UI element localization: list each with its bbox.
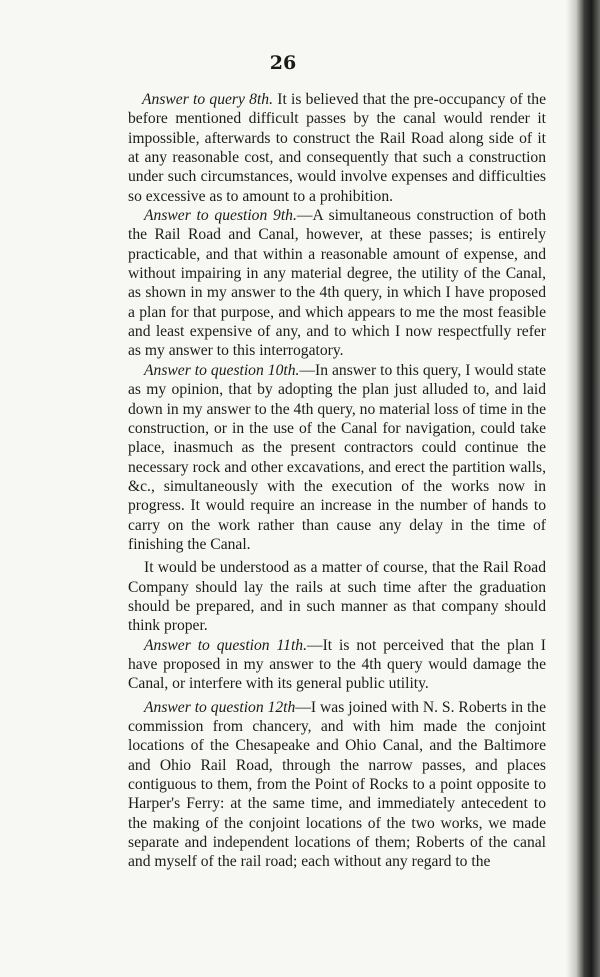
- paragraph-body: It would be understood as a matter of course, that the Rail Road Company should lay the rails at such time after the graduation should be prepared, and in such manner as that company should think proper.: [128, 559, 546, 635]
- paragraph-body: —A simultaneous construction of both the Rail Road and Canal, however, at these passes; is entirely practicable, and that within a reasonable amount of expense, and without impairing in any material degree, the utility of the Canal, as shown in my answer to the 4th query, in which I have proposed a plan for that purpose, and which appears to me the most feasible and least expensive of any, and to which I now respectfully refer as my answer to this interrogatory.: [128, 207, 546, 360]
- paragraph-body: It is believed that the pre-occupancy of the before mentioned difficult passes by the canal would render it impossible, afterwards to construct the Rail Road along side of it at any reasonable cost, and consequently that such a construction under such circumstances, would involve expenses and difficulties so excessive as to amount to a prohibition.: [128, 91, 546, 205]
- paragraph-answer-9: [128, 206, 546, 361]
- page-number: 26: [269, 52, 297, 74]
- paragraph-lead: Answer to query 8th.: [142, 91, 273, 108]
- paragraph-body: —In answer to this query, I would state as my opinion, that by adopting the plan just alluded to, and laid down in my answer to the 4th query, no material loss of time in the construction, or in the use of the Canal for navigation, could take place, inasmuch as the present contractors could continue the necessary rock and other excavations, and erect the partition walls, &c., simultaneously with the execution of the works now in progress. It would require an increase in the number of hands to carry on the work rather than cause any delay in the time of finishing the Canal.: [128, 361, 546, 553]
- paragraph-answer-8: [128, 90, 546, 206]
- paragraph-rail-road-note: [128, 558, 546, 635]
- paragraph-answer-12: [128, 698, 546, 872]
- page-text: [128, 90, 546, 872]
- paragraph-lead: Answer to question 11th.: [144, 636, 307, 654]
- paragraph-body: —It is not perceived that the plan I have proposed in my answer to the 4th query would damage the Canal, or interfere with its general public utility.: [128, 636, 546, 693]
- paragraph-answer-11: [128, 636, 546, 694]
- paragraph-lead: Answer to question 9th.: [144, 207, 297, 225]
- paragraph-body: —I was joined with N. S. Roberts in the commission from chancery, and with him made the conjoint locations of the Chesapeake and Ohio Canal, and the Baltimore and Ohio Rail Road, through the narrow passes, and places contiguous to them, from the Point of Rocks to a point opposite to Harper's Ferry: at the same time, and immediately antecedent to the making of the conjoint locations of the two works, we made separate and independent locations of them; Roberts of the canal and myself of the rail road; each without any regard to the: [128, 698, 546, 871]
- paragraph-answer-10: [128, 361, 546, 554]
- paragraph-lead: Answer to question 10th.: [144, 361, 300, 379]
- paragraph-lead: Answer to question 12th: [144, 698, 296, 716]
- book-spine-shadow: [566, 0, 600, 977]
